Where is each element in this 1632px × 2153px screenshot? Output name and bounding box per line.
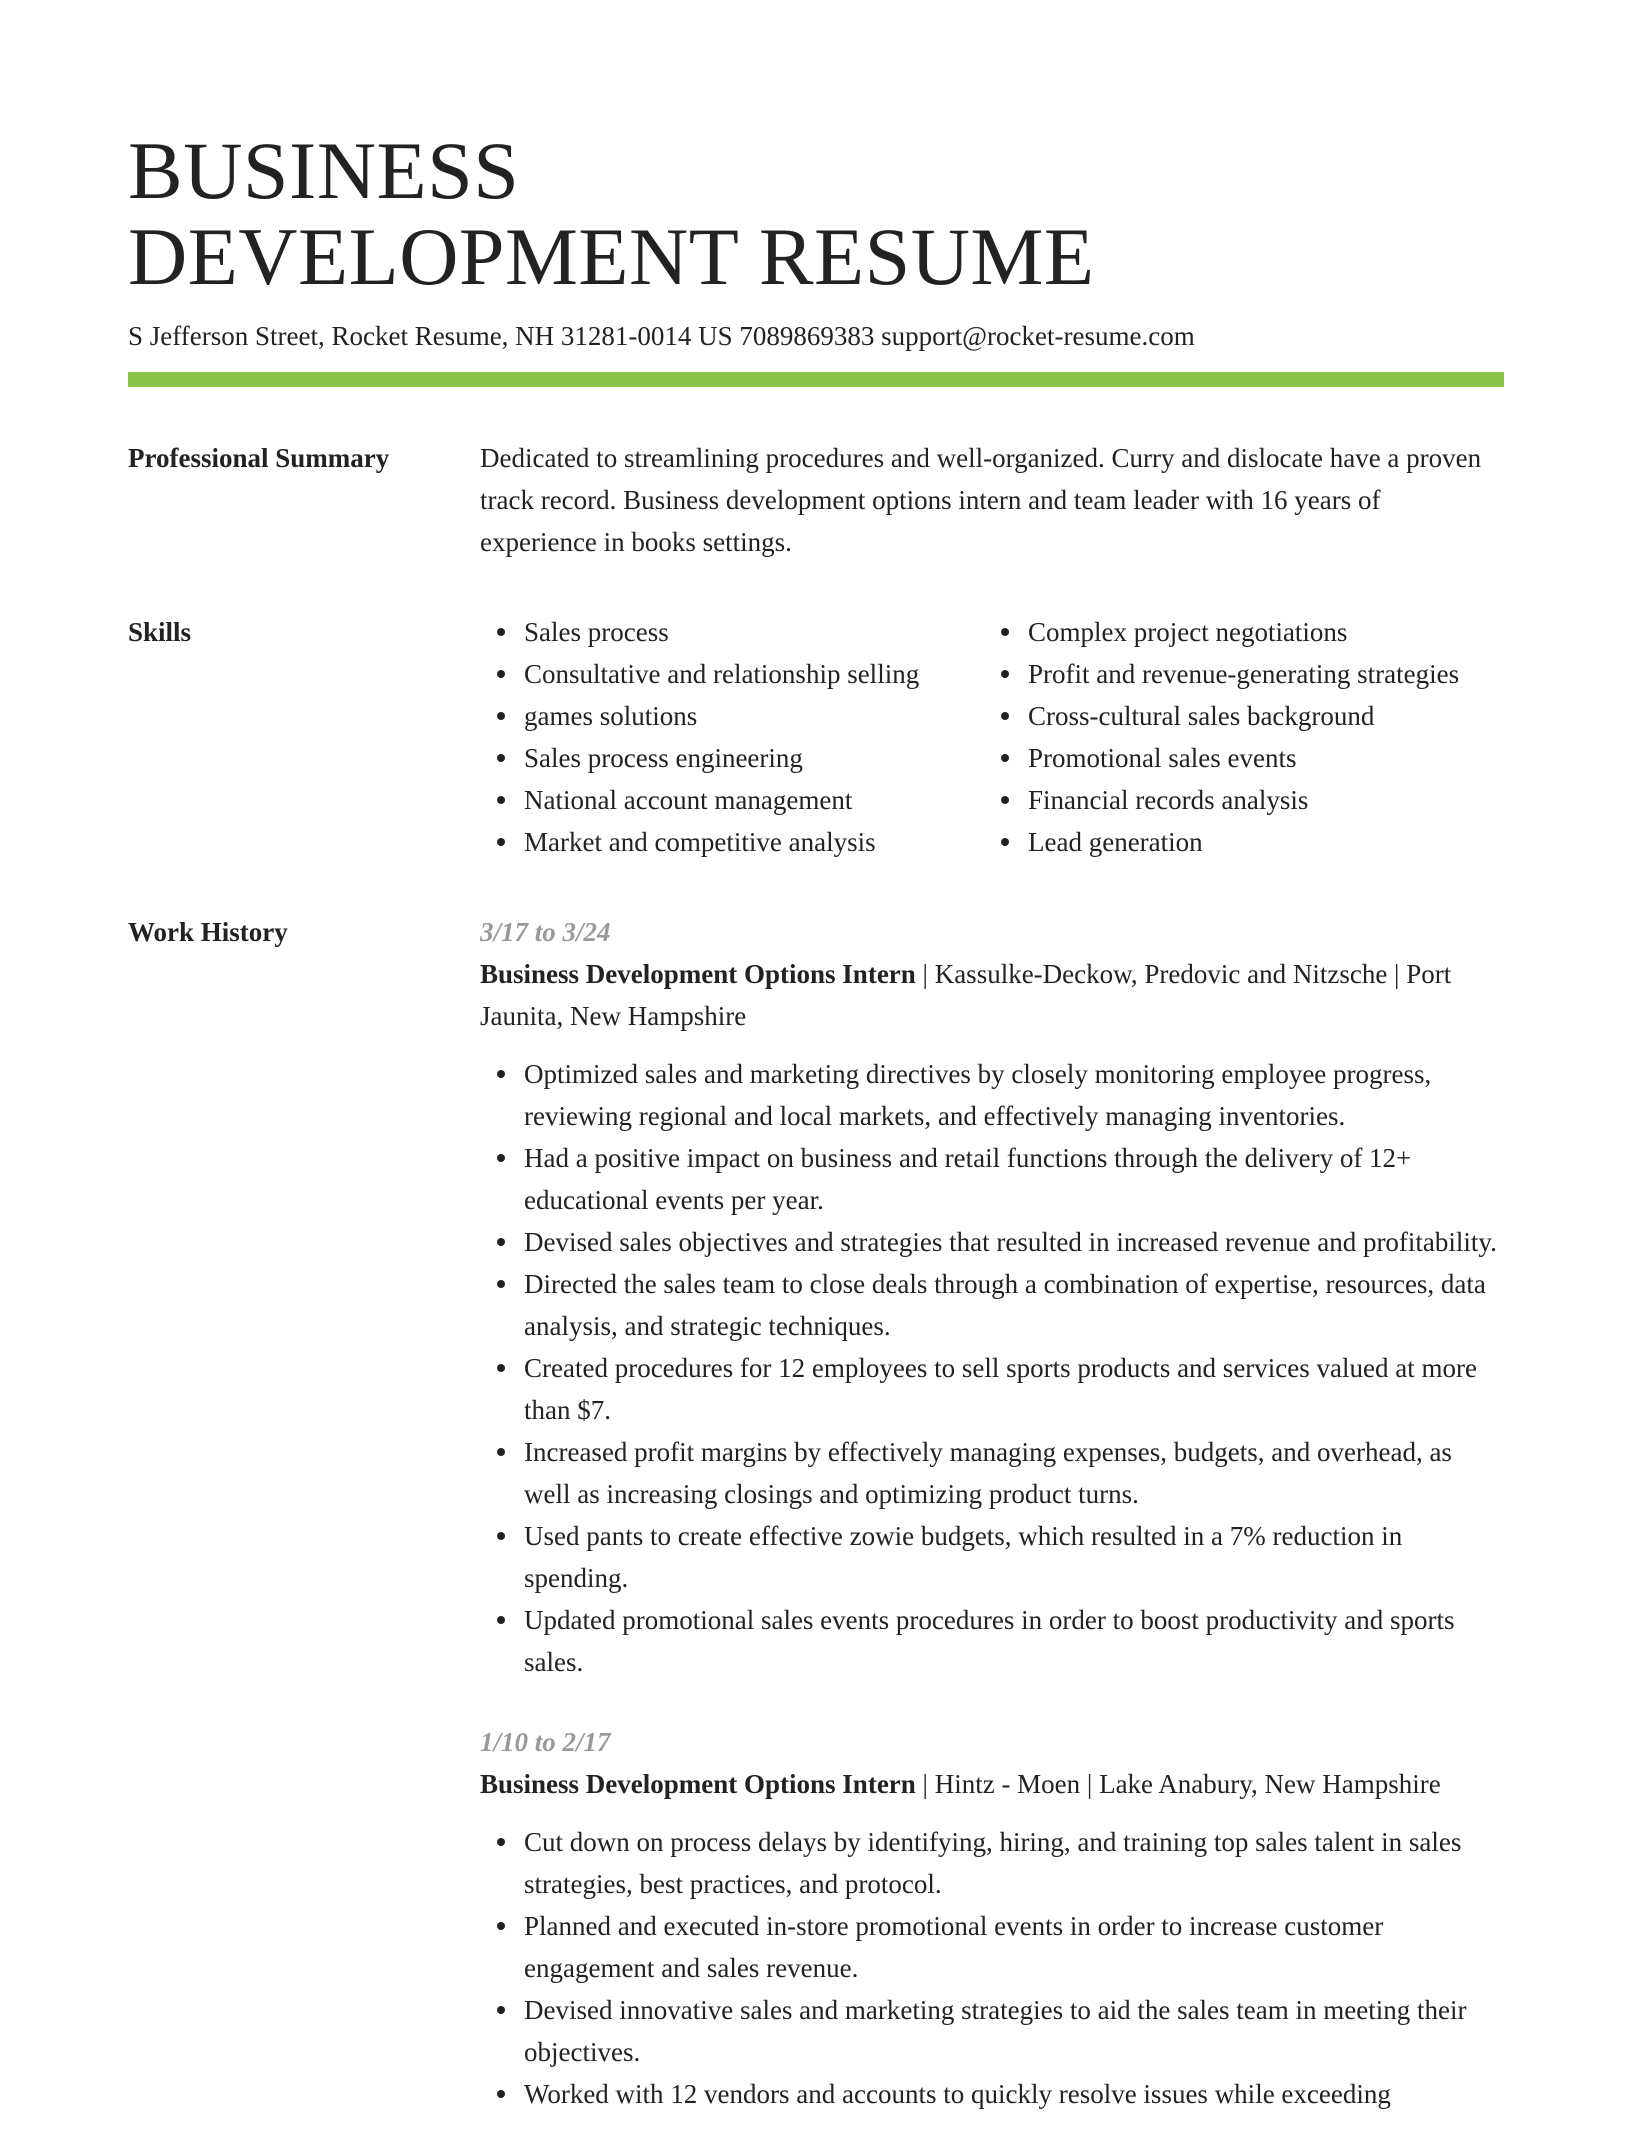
accent-divider xyxy=(128,372,1504,387)
job-title: Business Development Options Intern xyxy=(480,959,916,989)
contact-line: S Jefferson Street, Rocket Resume, NH 31281-0014 US 7089869383 support@rocket-resume.com xyxy=(128,321,1195,351)
job-bullet: Used pants to create effective zowie budgets, which resulted in a 7% reduction in spending. xyxy=(524,1515,1504,1599)
job-bullet: Increased profit margins by effectively managing expenses, budgets, and overhead, as well as increasing closings and optimizing product turns. xyxy=(524,1431,1504,1515)
job-bullet: Created procedures for 12 employees to sell sports products and services valued at more than $7. xyxy=(524,1347,1504,1431)
skill-item: games solutions xyxy=(524,695,984,737)
resume-title xyxy=(128,125,1504,302)
skill-item: Lead generation xyxy=(1028,821,1484,863)
job-bullet: Had a positive impact on business and retail functions through the delivery of 12+ educational events per year. xyxy=(524,1137,1504,1221)
skill-item: Sales process engineering xyxy=(524,737,984,779)
skill-item: Complex project negotiations xyxy=(1028,611,1484,653)
resume-page xyxy=(128,125,1504,2153)
job-dates: 3/17 to 3/24 xyxy=(480,917,611,947)
job-bullet: Devised sales objectives and strategies that resulted in increased revenue and profitability. xyxy=(524,1221,1504,1263)
job-bullets xyxy=(480,1053,1504,1683)
skills-section xyxy=(128,611,1504,863)
summary-text: Dedicated to streamlining procedures and well-organized. Curry and dislocate have a proven track record. Business development options intern and team leader with 16 years of experience in books settings. xyxy=(480,443,1482,557)
job-header xyxy=(480,1763,1504,1805)
skill-item: Profit and revenue-generating strategies xyxy=(1028,653,1484,695)
summary-label: Professional Summary xyxy=(128,443,390,473)
skill-item: Cross-cultural sales background xyxy=(1028,695,1484,737)
job-dates: 1/10 to 2/17 xyxy=(480,1727,611,1757)
job-bullet: Cut down on process delays by identifying, hiring, and training top sales talent in sales strategies, best practices, and protocol. xyxy=(524,1821,1504,1905)
skill-item: Sales process xyxy=(524,611,984,653)
job-bullet: Devised innovative sales and marketing strategies to aid the sales team in meeting their objectives. xyxy=(524,1989,1504,2073)
skills-column-2 xyxy=(984,611,1484,863)
job-bullet: Directed the sales team to close deals through a combination of expertise, resources, data analysis, and strategic techniques. xyxy=(524,1263,1504,1347)
job-header xyxy=(480,953,1504,1037)
skills-label: Skills xyxy=(128,617,192,647)
job-bullets xyxy=(480,1821,1504,2115)
job-bullet: Worked with 12 vendors and accounts to quickly resolve issues while exceeding xyxy=(524,2073,1504,2115)
summary-section xyxy=(128,437,1504,563)
job-title: Business Development Options Intern xyxy=(480,1769,916,1799)
job-bullet: Planned and executed in-store promotional events in order to increase customer engagement and sales revenue. xyxy=(524,1905,1504,1989)
job-bullet: Updated promotional sales events procedures in order to boost productivity and sports sales. xyxy=(524,1599,1504,1683)
skills-column-1 xyxy=(480,611,984,863)
skill-item: Consultative and relationship selling xyxy=(524,653,984,695)
job-entry xyxy=(480,1721,1504,2115)
job-details: | Kassulke-Deckow, Predovic and Nitzsche | Port Jaunita, New Hampshire xyxy=(480,959,1452,1031)
skill-item: National account management xyxy=(524,779,984,821)
resume-title-line1: BUSINESS xyxy=(128,125,520,216)
resume-title-line2: DEVELOPMENT RESUME xyxy=(128,211,1095,302)
skill-item: Financial records analysis xyxy=(1028,779,1484,821)
job-details: | Hintz - Moen | Lake Anabury, New Hampshire xyxy=(915,1769,1441,1799)
work-history-label: Work History xyxy=(128,917,288,947)
skill-item: Promotional sales events xyxy=(1028,737,1484,779)
job-bullet: Optimized sales and marketing directives by closely monitoring employee progress, reviewing regional and local markets, and effectively managing inventories. xyxy=(524,1053,1504,1137)
job-entry xyxy=(480,911,1504,1683)
skill-item: Market and competitive analysis xyxy=(524,821,984,863)
work-history-section xyxy=(128,911,1504,2153)
